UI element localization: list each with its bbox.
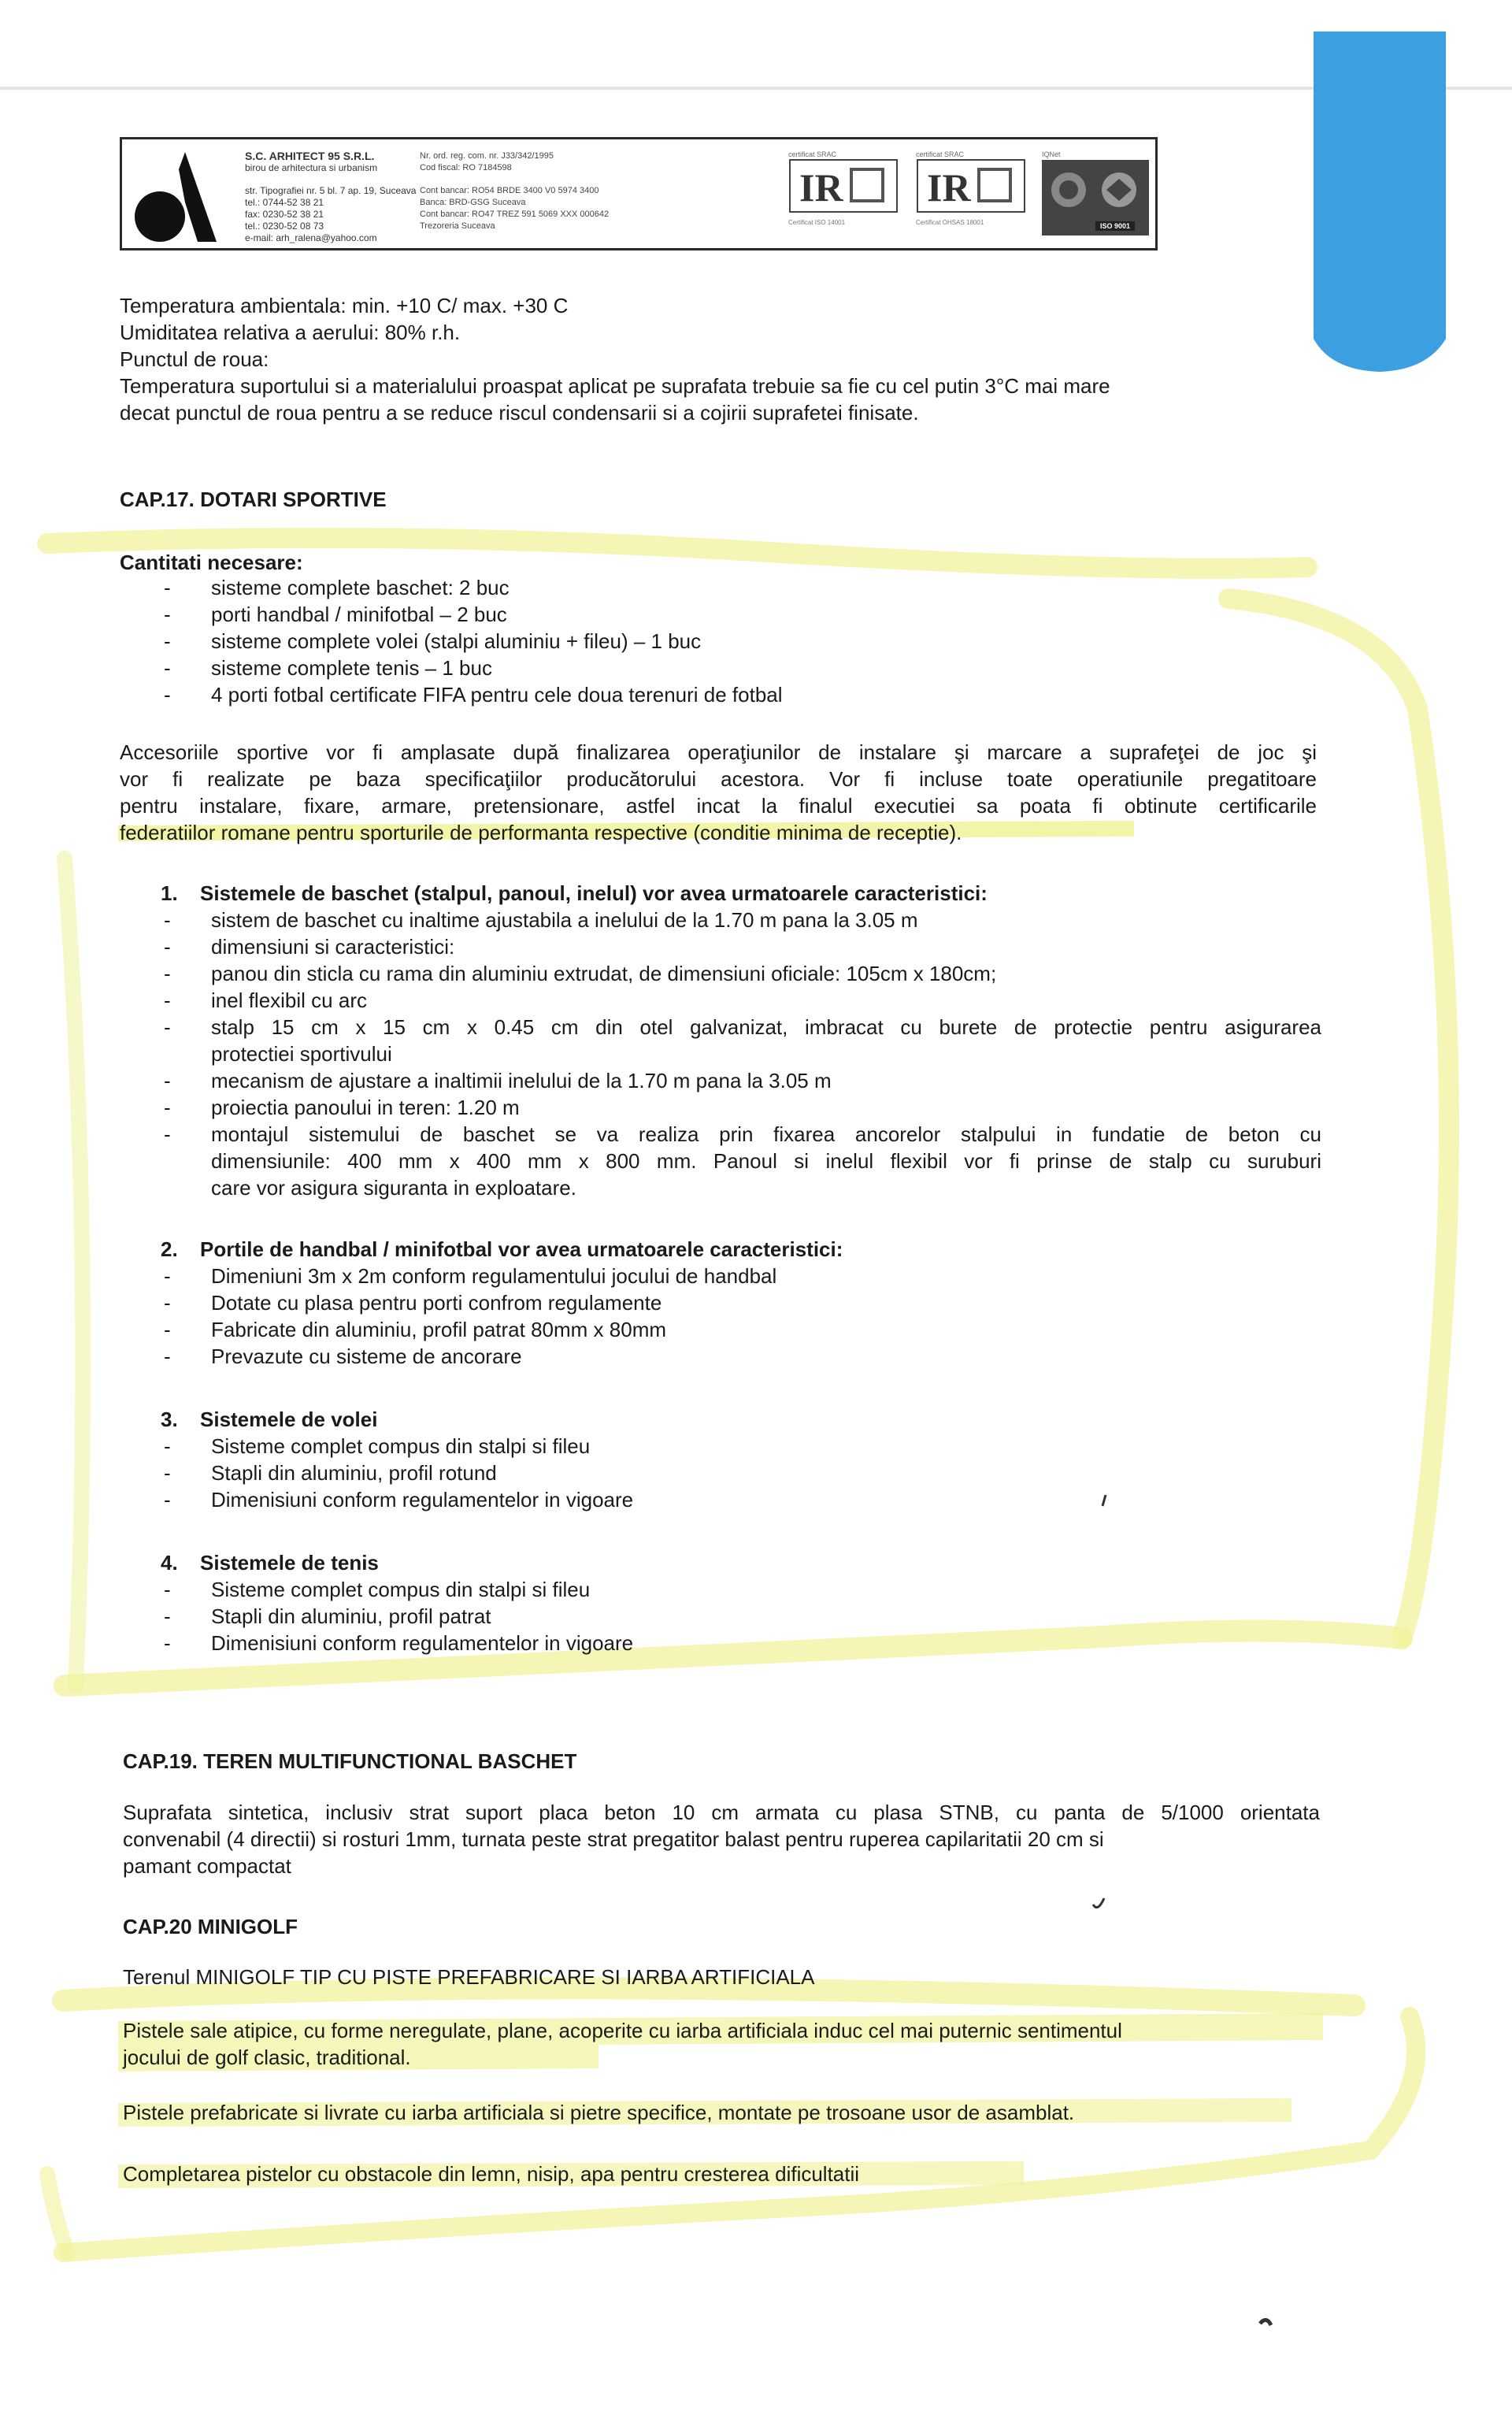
iso-9001-badge: ISO 9001 — [1095, 221, 1135, 231]
company-address: str. Tipografiei nr. 5 bl. 7 ap. 19, Suceava — [245, 185, 417, 196]
document-page: S.C. ARHITECT 95 S.R.L. birou de arhitectura si urbanism str. Tipografiei nr. 5 bl. 7 ap. 19, Suceava tel.: 0744-52 38 21 fax: 0230-52 38 21 tel.: 0230-52 08 73 e-mail: arh_ralena@yahoo.com Nr. ord. reg. com. nr. J33/342/1995 Cod fiscal: RO 7184598 Cont bancar: RO54 BRDE 3400 V0 5974 3400 Banca: BRD-GSG Suceava Cont bancar: RO47 TREZ 591 5069 XXX 000642 Trezoreria Suceava certificat SRAC IR Certificat ISO 14001 certificat SRAC IR Certificat OHSAS 18001 IQNet ISO 9001 Temperatura ambientala: min. +10 C/ max. +30 C Umiditatea relativa a aerului: 80% r.h. Punctul de roua: Temperatura suportului si a materialului proaspat aplicat pe suprafata trebuie sa fie cu cel putin 3°C mai mare decat punctul de roua pentru a se reduce riscul condensarii si a cojirii suprafetei finisate. CAP.17. DOTARI SPORTIVE Cantitati necesare: - sisteme complete baschet: 2 buc - porti handbal / minifotbal – 2 buc - sisteme complete volei (stalpi aluminiu + fileu) – 1 buc - sisteme complete tenis – 1 buc - 4 porti fotbal certificate FIFA pentru cele doua terenuri de fotbal Accesoriile sportive vor fi amplasate după finalizarea operaţiunilor de instalare şi marcare a suprafeţei de joc şi vor fi realizate pe baza specificaţiilor producătorului acestora. Vor fi incluse toate operatiunile pregatitoare pentru instalare, fixare, armare, pretensionare, astfel incat la finalul executiei sa poata fi obtinute certificarile federatiilor romane pentru sporturile de performanta respective (conditie minima de receptie). 1. Sistemele de baschet (stalpul, panoul, inelul) vor avea urmatoarele caracteristici: - sistem de baschet cu inaltime ajustabila a inelului de la 1.70 m pana la 3.05 m - dimensiuni si caracteristici: - panou din sticla cu rama din aluminiu extrudat, de dimensiuni oficiale: 105cm x 180cm; - inel flexibil cu arc - stalp 15 cm x 15 cm x 0.45 cm din otel galvanizat, imbracat cu burete de protectie pentru asigurarea protectiei sportivului - mecanism de ajustare a inaltimii inelului de la 1.70 m pana la 3.05 m - proiectia panoului in teren: 1.20 m - montajul sistemului de baschet se va realiza prin fixarea ancorelor stalpului in fundatie de beton cu dimensiunile: 400 mm x 400 mm x 800 mm. Panoul si inelul flexibil vor fi prinse de stalp cu suruburi care vor asigura siguranta in exploatare. 2. Portile de handbal / minifotbal vor avea urmatoarele caracteristici: - Dimeniuni 3m x 2m conform regulamentului jocului de handbal - Dotate cu plasa pentru porti confrom regulamente - Fabricate din aluminiu, profil patrat 80mm x 80mm - Prevazute cu sisteme de ancorare 3. Sistemele de volei - Sisteme complet compus din stalpi si fileu - Stapli din aluminiu, profil rotund - Dimenisiuni conform regulamentelor in vigoare 4. Sistemele de tenis - Sisteme complet compus din stalpi si fileu - Stapli din aluminiu, profil patrat - Dimenisiuni conform regulamentelor in vigoare CAP.19. TEREN MULTIFUNCTIONAL BASCHET Suprafata sintetica, inclusiv strat suport placa beton 10 cm armata cu plasa STNB, cu panta de 5/1000 orientata convenabil (4 directii) si rosturi 1mm, turnata peste strat pregatitor balast pentru ruperea capilaritatii 20 cm si pamant compactat CAP.20 MINIGOLF Terenul MINIGOLF TIP CU PISTE PREFABRICARE SI IARBA ARTIFICIALA Pistele sale atipice, cu forme neregulate, plane, acoperite cu iarba artificiala induc cel mai puternic sentimentul jocului de golf clasic, traditional. Pistele prefabricate si livrate cu iarba artificiala si pietre specifice, montate pe trosoane usor de asamblat. Completarea pistelor cu obstacole din lemn, nisip, apa pentru cresterea dificultatii — [0, 0, 1512, 2411]
intro-dew-text-1: Temperatura suportului si a materialului proaspat aplicat pe suprafata trebuie sa fie cu cel putin 3°C mai mare — [120, 374, 1110, 398]
intro-temperature: Temperatura ambientala: min. +10 C/ max. +30 C — [120, 294, 569, 317]
intro-humidity: Umiditatea relativa a aerului: 80% r.h. — [120, 321, 461, 344]
cert-iqnet-iso: IQNet ISO 9001 — [1042, 150, 1149, 243]
cap20-title: CAP.20 MINIGOLF — [123, 1915, 298, 1938]
cap20-paragraph-2: Pistele prefabricate si livrate cu iarba artificiala si pietre specifice, montate pe trosoane usor de asamblat. — [123, 2101, 1075, 2124]
list-item-continued: care vor asigura siguranta in exploatare. — [211, 1176, 576, 1200]
company-email: e-mail: arh_ralena@yahoo.com — [245, 232, 377, 243]
svg-text:IR: IR — [799, 165, 843, 210]
certification-logos — [788, 150, 1151, 243]
cap20-paragraph-1: Pistele sale atipice, cu forme neregulate, plane, acoperite cu iarba artificiala induc cel mai puternic sentimentul — [123, 2019, 1122, 2042]
letterhead — [120, 137, 1158, 250]
reg-number: Nr. ord. reg. com. nr. J33/342/1995 — [420, 151, 554, 161]
bank-name: Banca: BRD-GSG Suceava — [420, 198, 526, 207]
company-fax: fax: 0230-52 38 21 — [245, 209, 324, 220]
bank-account: Cont bancar: RO54 BRDE 3400 V0 5974 3400 — [420, 186, 599, 195]
company-name: S.C. ARHITECT 95 S.R.L. — [245, 150, 375, 162]
cap20-paragraph-3: Completarea pistelor cu obstacole din lemn, nisip, apa pentru cresterea dificultatii — [123, 2162, 860, 2186]
company-registration — [420, 150, 610, 232]
cap19-title: CAP.19. TEREN MULTIFUNCTIONAL BASCHET — [123, 1749, 577, 1773]
treasury-name: Trezoreria Suceava — [420, 221, 495, 231]
treasury-account: Cont bancar: RO47 TREZ 591 5069 XXX 000642 — [420, 210, 610, 219]
srac-logo-icon — [916, 158, 1026, 213]
cap19-paragraph: Suprafata sintetica, inclusiv strat suport placa beton 10 cm armata cu plasa STNB, cu panta de 5/1000 orientata convenabil (4 directii) si rosturi 1mm, turnata peste strat pregatitor balast pentru ruperea capilaritatii 20 cm si pamant compactat — [123, 1801, 1320, 1878]
company-info — [245, 150, 417, 244]
company-logo — [128, 146, 239, 245]
cap17-subtitle: Cantitati necesare: — [120, 551, 303, 574]
cap20-paragraph-1-continued: jocului de golf clasic, traditional. — [123, 2046, 411, 2069]
intro-dew-text-2: decat punctul de roua pentru a se reduce riscul condensarii si a cojirii suprafetei finisate. — [120, 401, 919, 425]
cap20-subtitle: Terenul MINIGOLF TIP CU PISTE PREFABRICARE SI IARBA ARTIFICIALA — [123, 1965, 815, 1989]
company-subtitle: birou de arhitectura si urbanism — [245, 162, 378, 173]
intro-dew-point: Punctul de roua: — [120, 347, 269, 371]
cert-srac-1: certificat SRAC IR Certificat ISO 14001 — [788, 150, 899, 226]
srac-logo-icon — [788, 158, 899, 213]
list-item-continued: dimensiunile: 400 mm x 400 mm x 800 mm. Panoul si inelul flexibil vor fi prinse de stalp cu suruburi — [211, 1149, 1321, 1173]
fiscal-code: Cod fiscal: RO 7184598 — [420, 163, 512, 172]
cap17-paragraph: Accesoriile sportive vor fi amplasate după finalizarea operaţiunilor de instalare şi marcare a suprafeţei de joc şi vor fi realizate pe baza specificaţiilor producătorului acestora. Vor fi incluse toate operatiunile pregatitoare pentru instalare, fixare, armare, pretensionare, astfel incat la finalul executiei sa poata fi obtinute certificarile federatiilor romane pentru sporturile de performanta respective (conditie minima de receptie). — [120, 740, 1317, 844]
company-phone: tel.: 0744-52 38 21 — [245, 197, 324, 208]
company-phone-2: tel.: 0230-52 08 73 — [245, 221, 324, 232]
svg-text:IR: IR — [927, 165, 971, 210]
cap17-title: CAP.17. DOTARI SPORTIVE — [120, 488, 387, 511]
list-item-continued: protectiei sportivului — [211, 1042, 392, 1066]
cert-srac-2: certificat SRAC IR Certificat OHSAS 18001 — [916, 150, 1026, 226]
